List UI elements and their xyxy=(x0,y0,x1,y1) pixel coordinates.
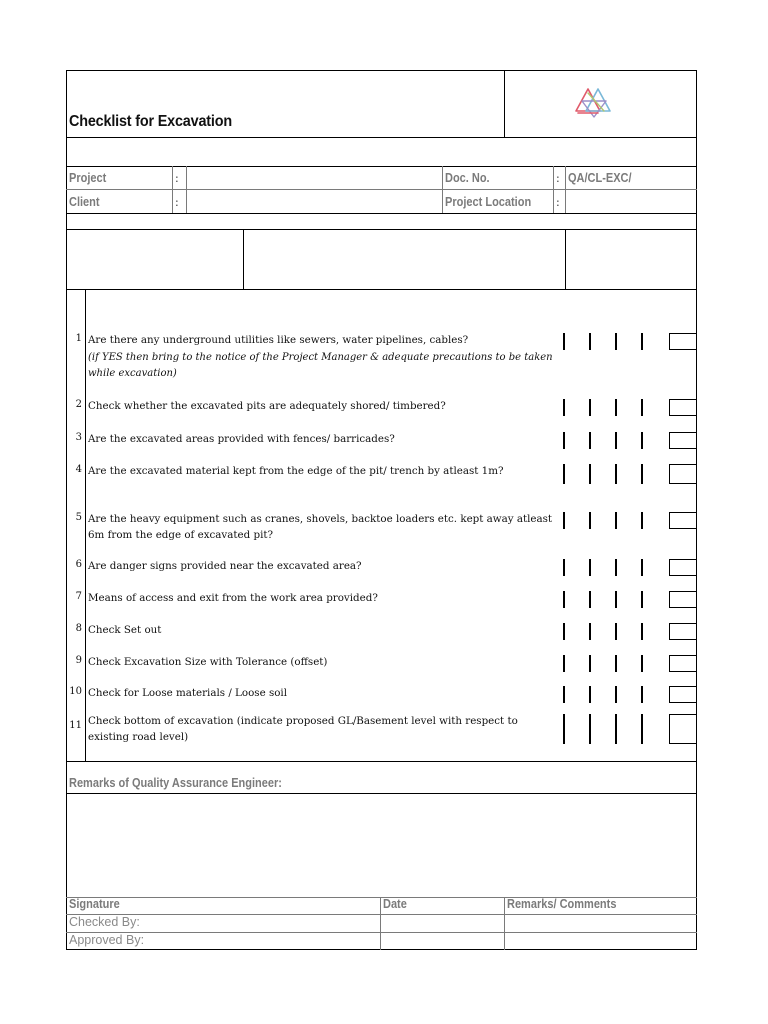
answer-tick-mark xyxy=(563,655,565,672)
answer-tick-mark xyxy=(589,623,591,640)
client-label: Client xyxy=(69,195,100,209)
answer-tick-mark xyxy=(589,559,591,576)
answer-tick-mark xyxy=(589,432,591,449)
colon: : xyxy=(175,172,179,185)
answer-tick-mark xyxy=(641,399,643,416)
answer-tick-mark xyxy=(589,399,591,416)
item-number: 1 xyxy=(75,333,82,344)
answer-tick-mark xyxy=(641,559,643,576)
answer-tick-mark xyxy=(563,464,565,484)
checklist-question: Are the excavated material kept from the edge of the pit/ trench by atleast 1m? xyxy=(88,465,504,477)
divider xyxy=(66,761,697,762)
divider xyxy=(66,932,697,933)
item-number: 7 xyxy=(75,591,82,602)
remarks-comments-header: Remarks/ Comments xyxy=(507,897,617,911)
checklist-question: Are the heavy equipment such as cranes, shovels, backtoe loaders etc. kept away atleast 6m from the edge of excavated pit? xyxy=(88,513,553,541)
answer-tick-mark xyxy=(615,623,617,640)
checklist-note: (if YES then bring to the notice of the Project Manager & adequate precautions to be taken while excavation) xyxy=(88,352,553,379)
checklist-question: Check whether the excavated pits are adequately shored/ timbered? xyxy=(88,400,446,412)
colon: : xyxy=(556,196,560,209)
checklist-question: Check bottom of excavation (indicate proposed GL/Basement level with respect to existing road level) xyxy=(88,715,518,743)
item-number: 4 xyxy=(75,464,82,475)
answer-tick-mark xyxy=(615,432,617,449)
answer-tick-mark xyxy=(641,432,643,449)
answer-tick-mark xyxy=(615,464,617,484)
answer-tick-mark xyxy=(589,655,591,672)
divider xyxy=(172,166,173,213)
answer-checkbox[interactable] xyxy=(669,512,697,529)
checklist-question: Check Set out xyxy=(88,624,162,636)
divider xyxy=(565,166,566,213)
answer-tick-mark xyxy=(589,686,591,703)
answer-tick-mark xyxy=(615,714,617,744)
doc-no-label: Doc. No. xyxy=(445,171,490,185)
divider xyxy=(66,229,697,230)
item-number: 6 xyxy=(75,559,82,570)
divider xyxy=(66,289,697,290)
divider xyxy=(66,137,697,138)
checklist-question: Are the excavated areas provided with fences/ barricades? xyxy=(88,433,395,445)
checklist-question: Check Excavation Size with Tolerance (offset) xyxy=(88,656,328,668)
answer-tick-mark xyxy=(615,591,617,608)
divider xyxy=(553,166,554,213)
answer-tick-mark xyxy=(641,464,643,484)
divider xyxy=(66,793,697,794)
answer-tick-mark xyxy=(563,714,565,744)
answer-tick-mark xyxy=(563,686,565,703)
item-number: 8 xyxy=(75,623,82,634)
answer-tick-mark xyxy=(563,399,565,416)
answer-tick-mark xyxy=(563,333,565,350)
checklist-question: Are there any underground utilities like sewers, water pipelines, cables? xyxy=(88,334,469,346)
answer-checkbox[interactable] xyxy=(669,559,697,576)
doc-no-value: QA/CL-EXC/ xyxy=(568,171,632,185)
project-label: Project xyxy=(69,171,107,185)
divider xyxy=(66,914,697,915)
answer-tick-mark xyxy=(563,432,565,449)
divider xyxy=(66,189,697,190)
item-number: 3 xyxy=(75,432,82,443)
answer-checkbox[interactable] xyxy=(669,464,697,484)
project-location-label: Project Location xyxy=(445,195,532,209)
answer-tick-mark xyxy=(589,714,591,744)
answer-tick-mark xyxy=(615,559,617,576)
item-number: 2 xyxy=(75,399,82,410)
checked-by-label: Checked By: xyxy=(69,915,140,929)
answer-tick-mark xyxy=(563,591,565,608)
answer-checkbox[interactable] xyxy=(669,686,697,703)
answer-checkbox[interactable] xyxy=(669,623,697,640)
colon: : xyxy=(556,172,560,185)
checklist-question: Are danger signs provided near the excavated area? xyxy=(88,560,362,572)
divider xyxy=(186,166,187,213)
item-number: 10 xyxy=(69,686,82,697)
divider xyxy=(66,213,697,214)
answer-tick-mark xyxy=(615,399,617,416)
signature-header: Signature xyxy=(69,897,120,911)
document-frame xyxy=(66,70,697,950)
answer-checkbox[interactable] xyxy=(669,399,697,416)
answer-tick-mark xyxy=(615,655,617,672)
remarks-label: Remarks of Quality Assurance Engineer: xyxy=(69,776,282,790)
divider xyxy=(66,166,697,167)
divider xyxy=(504,897,505,950)
answer-tick-mark xyxy=(641,714,643,744)
answer-tick-mark xyxy=(641,686,643,703)
answer-checkbox[interactable] xyxy=(669,591,697,608)
answer-tick-mark xyxy=(641,655,643,672)
answer-tick-mark xyxy=(641,512,643,529)
divider xyxy=(243,229,244,289)
answer-tick-mark xyxy=(641,623,643,640)
answer-tick-mark xyxy=(641,333,643,350)
answer-tick-mark xyxy=(589,591,591,608)
answer-tick-mark xyxy=(563,512,565,529)
answer-tick-mark xyxy=(589,333,591,350)
approved-by-label: Approved By: xyxy=(69,933,145,947)
answer-tick-mark xyxy=(589,464,591,484)
answer-tick-mark xyxy=(563,559,565,576)
triangle-logo-icon xyxy=(568,81,618,121)
answer-tick-mark xyxy=(589,512,591,529)
date-header: Date xyxy=(383,897,407,911)
divider xyxy=(442,166,443,213)
checklist-question: Means of access and exit from the work area provided? xyxy=(88,592,378,604)
answer-tick-mark xyxy=(563,623,565,640)
answer-checkbox[interactable] xyxy=(669,333,697,350)
item-number: 5 xyxy=(75,512,82,523)
colon: : xyxy=(175,196,179,209)
divider xyxy=(565,229,566,289)
answer-checkbox[interactable] xyxy=(669,432,697,449)
answer-tick-mark xyxy=(615,686,617,703)
item-number: 9 xyxy=(75,655,82,666)
answer-checkbox[interactable] xyxy=(669,714,697,744)
item-number: 11 xyxy=(69,720,82,731)
answer-tick-mark xyxy=(615,333,617,350)
divider xyxy=(85,289,86,761)
answer-checkbox[interactable] xyxy=(669,655,697,672)
answer-tick-mark xyxy=(641,591,643,608)
checklist-question: Check for Loose materials / Loose soil xyxy=(88,687,288,699)
page-title: Checklist for Excavation xyxy=(69,113,232,130)
divider xyxy=(380,897,381,950)
header-divider xyxy=(504,70,505,137)
answer-tick-mark xyxy=(615,512,617,529)
